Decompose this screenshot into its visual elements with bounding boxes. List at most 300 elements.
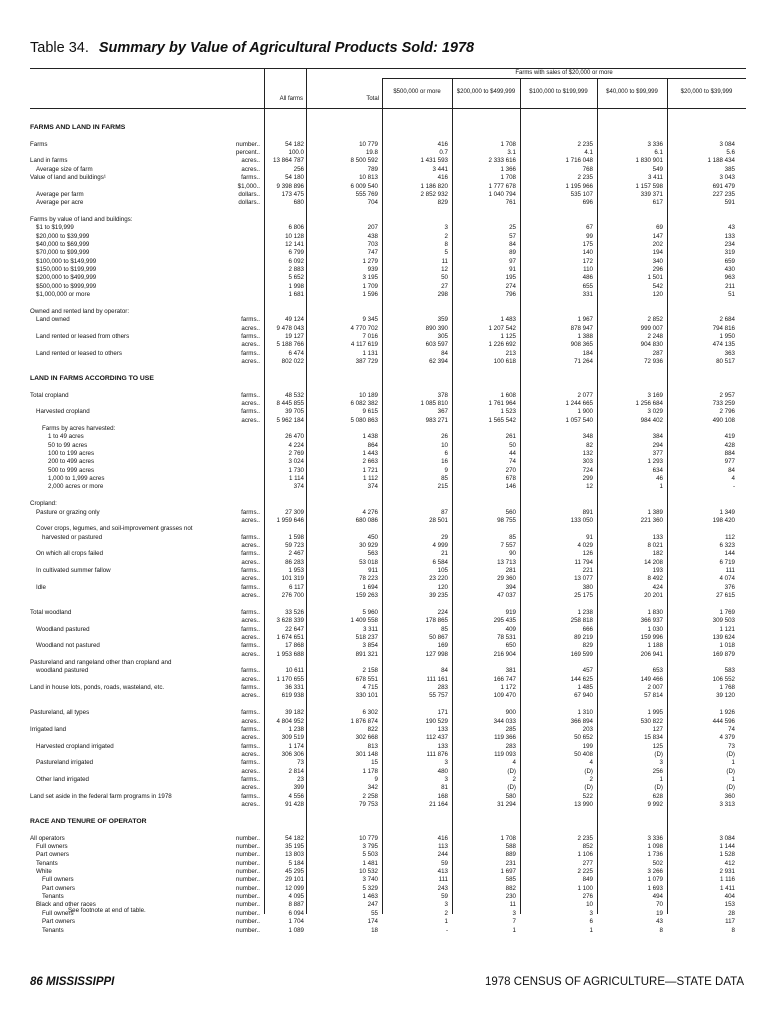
table-cell: 1 708 — [500, 834, 516, 842]
table-cell: 10 — [586, 901, 593, 909]
table-cell: 2 684 — [719, 316, 735, 324]
table-cell: 457 — [582, 667, 593, 675]
table-cell: 287 — [652, 349, 663, 357]
table-cell: 9 992 — [647, 801, 663, 809]
row-label — [30, 333, 226, 341]
table-cell: 50 — [441, 274, 448, 282]
row-label — [30, 567, 226, 575]
unit-label: number.. — [226, 893, 260, 901]
table-cell: 133 — [652, 533, 663, 541]
table-cell: 4 999 — [432, 542, 448, 549]
table-cell: 789 — [367, 165, 378, 173]
row-label — [30, 768, 226, 776]
table-cell: 91 — [509, 266, 516, 274]
row-label — [30, 433, 259, 441]
table-cell: 159 263 — [355, 592, 378, 600]
table-cell: 416 — [437, 140, 448, 148]
table-cell: 1 736 — [647, 851, 663, 859]
table-cell: 882 — [505, 884, 516, 892]
table-row — [30, 425, 746, 433]
table-row — [30, 467, 746, 475]
table-cell: 878 947 — [570, 324, 593, 332]
table-cell: 6 584 — [432, 558, 448, 566]
table-row — [30, 191, 746, 199]
table-cell: 3 043 — [719, 174, 735, 182]
table-cell: 829 — [582, 642, 593, 650]
table-cell: 166 747 — [493, 675, 516, 683]
table-cell: 6 092 — [288, 257, 304, 265]
table-cell: 1 959 646 — [276, 516, 304, 524]
table-cell: 4 379 — [719, 734, 735, 742]
table-cell: 215 — [437, 483, 448, 491]
table-row — [30, 224, 746, 232]
row-label-text: harvested or pastured — [42, 533, 103, 541]
table-row — [30, 525, 746, 533]
table-cell: 1 100 — [577, 884, 593, 892]
unit-label: number.. — [226, 885, 260, 893]
row-label-text: Other land irrigated — [36, 776, 89, 784]
row-label — [30, 559, 226, 567]
table-row — [30, 860, 746, 868]
table-cell: 1 — [731, 759, 735, 767]
row-label-text — [30, 801, 31, 808]
table-cell: 29 — [441, 533, 448, 541]
table-cell: 5 184 — [288, 859, 304, 867]
table-cell: 619 938 — [281, 692, 304, 700]
unit-label: farms.. — [226, 509, 260, 517]
table-cell: 0.7 — [439, 149, 448, 157]
table-cell: 634 — [652, 466, 663, 474]
table-cell: 2 225 — [577, 868, 593, 876]
row-label-text: 1,000 to 1,999 acres — [48, 475, 105, 483]
row-label-text: $40,000 to $69,999 — [36, 241, 90, 249]
table-cell: 105 — [437, 567, 448, 575]
table-cell: 890 390 — [425, 324, 448, 332]
table-row — [30, 793, 746, 801]
row-label — [30, 776, 226, 784]
table-cell: 486 — [582, 274, 593, 282]
row-label-text: Full owners — [36, 842, 68, 850]
table-cell: 90 — [509, 550, 516, 558]
unit-label: number.. — [226, 901, 260, 909]
row-label — [30, 425, 259, 433]
table-cell: 1 188 434 — [707, 157, 735, 165]
table-cell: 100 618 — [493, 358, 516, 366]
table-cell: 17 868 — [285, 642, 304, 650]
table-cell: 12 141 — [285, 241, 304, 249]
table-cell: 305 — [437, 333, 448, 340]
table-cell: 603 597 — [425, 341, 448, 349]
table-cell: 5 080 863 — [350, 416, 378, 424]
unit-label: acres.. — [226, 157, 260, 165]
table-cell: 119 093 — [494, 751, 516, 758]
table-cell: 119 366 — [494, 734, 516, 742]
table-cell: 43 — [728, 224, 735, 232]
table-cell: 891 321 — [355, 650, 378, 658]
table-cell: (D) — [654, 784, 663, 792]
table-cell: 69 — [656, 224, 663, 232]
row-label — [30, 868, 226, 876]
table-cell: 884 — [724, 450, 735, 458]
row-label-text — [30, 358, 31, 365]
table-cell: 3 — [512, 909, 516, 917]
table-cell: 2 258 — [362, 792, 378, 800]
row-label-text: $150,000 to $199,999 — [36, 266, 97, 274]
table-cell: 59 723 — [285, 542, 304, 549]
table-cell: 4 556 — [288, 792, 304, 800]
row-label-text: Irrigated land — [30, 725, 67, 733]
row-label — [30, 316, 226, 324]
row-label — [30, 258, 259, 266]
table-row — [30, 241, 746, 249]
table-cell: 977 — [724, 458, 735, 466]
row-label-text: White — [36, 868, 52, 876]
table-row — [30, 642, 746, 650]
table-cell: 1 967 — [577, 316, 593, 324]
table-row — [30, 274, 746, 282]
table-cell: 198 420 — [712, 516, 735, 524]
table-cell: 5 503 — [362, 851, 378, 859]
table-row — [30, 927, 746, 935]
table-cell: 193 — [652, 567, 663, 575]
row-label-text — [30, 751, 31, 758]
table-cell: 8 500 592 — [350, 157, 378, 165]
table-cell: 1 411 — [719, 884, 735, 892]
row-label — [30, 199, 226, 207]
table-cell: 74 — [509, 458, 516, 466]
table-row — [30, 258, 746, 266]
row-label — [30, 676, 226, 684]
table-cell: 9 345 — [362, 316, 378, 324]
table-cell: 82 — [586, 441, 593, 449]
table-cell: 588 — [505, 842, 516, 850]
row-label-text: Full owners — [42, 876, 74, 884]
table-cell: 1 716 048 — [565, 157, 593, 165]
table-cell: 50 — [509, 441, 516, 449]
table-cell: 1 — [731, 776, 735, 784]
row-label-text: Total cropland — [30, 391, 69, 399]
row-label-text: $1 to $19,999 — [36, 224, 74, 232]
unit-label: farms.. — [226, 726, 260, 734]
row-label — [30, 584, 226, 592]
table-cell: 57 — [509, 232, 516, 240]
row-label — [30, 759, 226, 767]
table-cell: 1 256 684 — [635, 399, 663, 407]
unit-label: acres.. — [226, 400, 260, 408]
table-cell: 301 148 — [355, 751, 378, 758]
table-cell: 49 124 — [285, 316, 304, 324]
row-label — [30, 793, 226, 801]
table-cell: 678 — [505, 475, 516, 483]
table-cell: 29 101 — [285, 876, 304, 884]
table-cell: 8 — [444, 241, 448, 249]
row-label-text: In cultivated summer fallow — [36, 567, 111, 575]
row-label-text — [30, 559, 31, 566]
table-cell: 2 957 — [719, 391, 735, 399]
table-row — [30, 651, 746, 659]
row-label — [30, 626, 226, 634]
table-cell: 1 040 794 — [488, 190, 516, 198]
table-cell: 2 852 932 — [420, 190, 448, 198]
row-label-text: Value of land and buildings¹ — [30, 174, 106, 182]
table-cell: 1 238 — [577, 608, 593, 616]
table-cell: 27 309 — [285, 508, 304, 516]
table-cell: 11 — [509, 901, 516, 909]
table-cell: 283 — [437, 684, 448, 692]
table-cell: 20 201 — [644, 592, 663, 600]
table-cell: 331 — [582, 291, 593, 299]
table-cell: 133 — [437, 742, 448, 750]
table-cell: 10 779 — [359, 834, 378, 842]
table-row — [30, 350, 746, 358]
table-cell: 480 — [437, 767, 448, 775]
table-cell: 378 — [437, 391, 448, 399]
unit-label: acres.. — [226, 734, 260, 742]
table-cell: 1 238 — [288, 725, 304, 733]
table-cell: 43 — [656, 918, 663, 926]
table-cell: 174 — [367, 918, 378, 926]
table-cell: 9 398 896 — [276, 182, 304, 190]
table-cell: 133 050 — [570, 516, 593, 524]
row-label-text: $70,000 to $99,999 — [36, 249, 90, 257]
table-cell: 295 435 — [493, 617, 516, 625]
table-row — [30, 575, 746, 583]
row-label — [30, 609, 226, 617]
table-cell: 1 144 — [719, 842, 735, 850]
table-cell: 6 009 540 — [350, 182, 378, 190]
table-row — [30, 283, 746, 291]
row-label-text: Pastureland irrigated — [36, 759, 94, 767]
table-cell: 2 931 — [719, 868, 735, 876]
table-cell: 1 438 — [362, 433, 378, 441]
table-cell: 2 852 — [647, 316, 663, 324]
table-cell: 413 — [437, 868, 448, 876]
table-cell: 33 526 — [285, 608, 304, 616]
table-row — [30, 542, 746, 550]
unit-label: farms.. — [226, 333, 260, 341]
table-cell: 381 — [505, 667, 516, 675]
table-row — [30, 659, 746, 667]
row-label — [30, 517, 226, 525]
table-cell: 153 — [724, 901, 735, 909]
row-label — [30, 341, 226, 349]
table-cell: 256 — [293, 165, 304, 173]
unit-label: farms.. — [226, 642, 260, 650]
unit-label: farms.. — [226, 684, 260, 692]
table-cell: 1 674 651 — [276, 633, 304, 641]
table-cell: 274 — [505, 282, 516, 290]
table-cell: 522 — [582, 792, 593, 800]
row-label-text: Pastureland and rangeland other than cropland and — [30, 659, 172, 667]
table-cell: 230 — [505, 893, 516, 901]
page-footer-right: 1978 CENSUS OF AGRICULTURE—STATE DATA — [484, 976, 744, 988]
table-cell: 4 — [589, 759, 593, 767]
table-cell: 111 — [725, 567, 735, 575]
table-cell: 11 794 — [574, 558, 593, 566]
table-cell: 70 — [656, 901, 663, 909]
table-cell: 2 — [589, 776, 593, 784]
unit-label: dollars.. — [226, 199, 260, 207]
row-label — [30, 166, 226, 174]
table-cell: 13 803 — [285, 851, 304, 859]
table-cell: 120 — [437, 583, 448, 591]
table-cell: 8 492 — [647, 575, 663, 583]
row-label — [30, 784, 226, 792]
table-row — [30, 567, 746, 575]
table-cell: 2 — [444, 232, 448, 240]
row-label-text — [30, 400, 31, 407]
table-row — [30, 534, 746, 542]
table-row — [30, 843, 746, 851]
table-cell: 74 — [728, 725, 735, 733]
table-row — [30, 776, 746, 784]
row-label-text: $100,000 to $149,999 — [36, 257, 97, 265]
table-cell: 91 428 — [285, 801, 304, 809]
row-label-text: Average per farm — [36, 190, 84, 198]
table-cell: 6 — [444, 450, 448, 458]
row-label-text: Cover crops, legumes, and soil-improvement grasses not — [36, 525, 193, 533]
table-cell: 26 — [441, 433, 448, 441]
table-cell: 1 596 — [362, 291, 378, 299]
row-label — [30, 726, 226, 734]
unit-label: farms.. — [226, 316, 260, 324]
table-row — [30, 918, 746, 926]
table-cell: 10 532 — [359, 868, 378, 876]
table-row — [30, 358, 746, 366]
table-cell: 173 475 — [281, 190, 304, 198]
table-cell: 50 652 — [574, 734, 593, 742]
table-cell: 1 830 — [647, 608, 663, 616]
table-row — [30, 509, 746, 517]
table-cell: (D) — [726, 751, 735, 758]
table-cell: 704 — [367, 199, 378, 207]
table-cell: 983 271 — [425, 416, 448, 424]
table-cell: 3 084 — [719, 140, 735, 148]
table-cell: 147 — [652, 232, 663, 240]
row-label-text: Woodland pastured — [36, 625, 90, 633]
table-cell: 1 057 540 — [565, 416, 593, 424]
row-label-text: Tenants — [36, 859, 58, 867]
column-header: $40,000 to $99,999 — [606, 89, 658, 95]
row-label-text: Land rented or leased from others — [36, 333, 130, 340]
table-cell: 580 — [505, 792, 516, 800]
row-label — [30, 249, 259, 257]
table-cell: 680 086 — [355, 516, 378, 524]
table-cell: 45 295 — [285, 868, 304, 876]
table-cell: 1 708 — [500, 140, 516, 148]
table-cell: 53 018 — [359, 558, 378, 566]
table-cell: (D) — [584, 767, 593, 775]
table-cell: 1 098 — [647, 842, 663, 850]
table-cell: 542 — [652, 282, 663, 290]
unit-label: acres.. — [226, 751, 260, 759]
table-cell: 21 164 — [429, 801, 448, 809]
row-label-text: woodland pastured — [36, 667, 89, 675]
table-row — [30, 266, 746, 274]
table-cell: 202 — [652, 241, 663, 249]
table-row — [30, 249, 746, 257]
data-table — [30, 68, 746, 934]
row-label — [30, 124, 259, 132]
table-cell: 2 235 — [577, 174, 593, 182]
table-cell: 67 — [586, 224, 593, 232]
table-cell: 1 079 — [647, 876, 663, 884]
table-cell: 2 769 — [288, 450, 304, 458]
table-cell: 244 — [437, 851, 448, 859]
row-label-text: Tenants — [42, 926, 64, 934]
table-cell: 133 — [437, 725, 448, 733]
table-cell: 9 615 — [362, 408, 378, 416]
table-cell: 221 360 — [640, 516, 663, 524]
table-row — [30, 233, 746, 241]
table-cell: 984 402 — [640, 416, 663, 424]
table-row — [30, 726, 746, 734]
table-cell: 1 598 — [288, 533, 304, 541]
row-label-text: Part owners — [42, 918, 76, 926]
table-rule — [30, 108, 746, 109]
table-cell: 9 — [374, 776, 378, 784]
table-cell: 494 — [652, 893, 663, 901]
table-row — [30, 433, 746, 441]
table-cell: 628 — [652, 792, 663, 800]
table-cell: 54 180 — [285, 174, 304, 182]
table-cell: 112 437 — [426, 734, 448, 742]
table-cell: 84 — [509, 241, 516, 249]
row-label-text: Part owners — [36, 851, 70, 859]
table-cell: 39 235 — [429, 592, 448, 600]
table-cell: 302 668 — [355, 734, 378, 742]
table-cell: 377 — [652, 450, 663, 458]
table-cell: - — [445, 926, 448, 934]
table-cell: 62 394 — [429, 358, 448, 366]
table-cell: 15 834 — [644, 734, 663, 742]
row-label-text: Land rented or leased to others — [36, 349, 122, 357]
table-cell: 4 117 619 — [350, 341, 378, 349]
row-label-text: RACE AND TENURE OF OPERATOR — [30, 817, 147, 825]
row-label-text — [30, 149, 31, 156]
row-label-text — [30, 341, 31, 348]
table-cell: 1 195 966 — [565, 182, 593, 190]
table-cell: 281 — [505, 567, 516, 575]
table-cell: 6 082 382 — [350, 399, 378, 407]
table-cell: 127 998 — [425, 650, 448, 658]
table-cell: 87 — [441, 508, 448, 516]
table-row — [30, 517, 746, 525]
table-cell: 1 — [659, 483, 663, 491]
row-label-text: 100 to 199 acres — [48, 450, 95, 458]
table-cell: 1 523 — [500, 408, 516, 416]
table-cell: (D) — [507, 767, 516, 775]
table-cell: 309 519 — [281, 734, 304, 742]
table-cell: 1 704 — [288, 918, 304, 926]
row-label-text: On which all crops failed — [36, 550, 104, 558]
table-cell: 3 336 — [647, 834, 663, 842]
table-cell: 904 830 — [640, 341, 663, 349]
table-cell: 101 319 — [281, 575, 304, 583]
unit-label: farms.. — [226, 776, 260, 784]
unit-label: farms.. — [226, 350, 260, 358]
table-row — [30, 718, 746, 726]
table-cell: 999 007 — [640, 324, 663, 332]
unit-label: farms.. — [226, 392, 260, 400]
table-cell: 67 940 — [574, 692, 593, 700]
row-label-text: $1,000,000 or more — [36, 291, 91, 299]
table-cell: 31 294 — [497, 801, 516, 809]
table-cell: 1 876 874 — [350, 717, 378, 725]
table-cell: 1 768 — [719, 684, 735, 692]
table-cell: 78 531 — [497, 633, 516, 641]
table-cell: 127 — [652, 725, 663, 733]
